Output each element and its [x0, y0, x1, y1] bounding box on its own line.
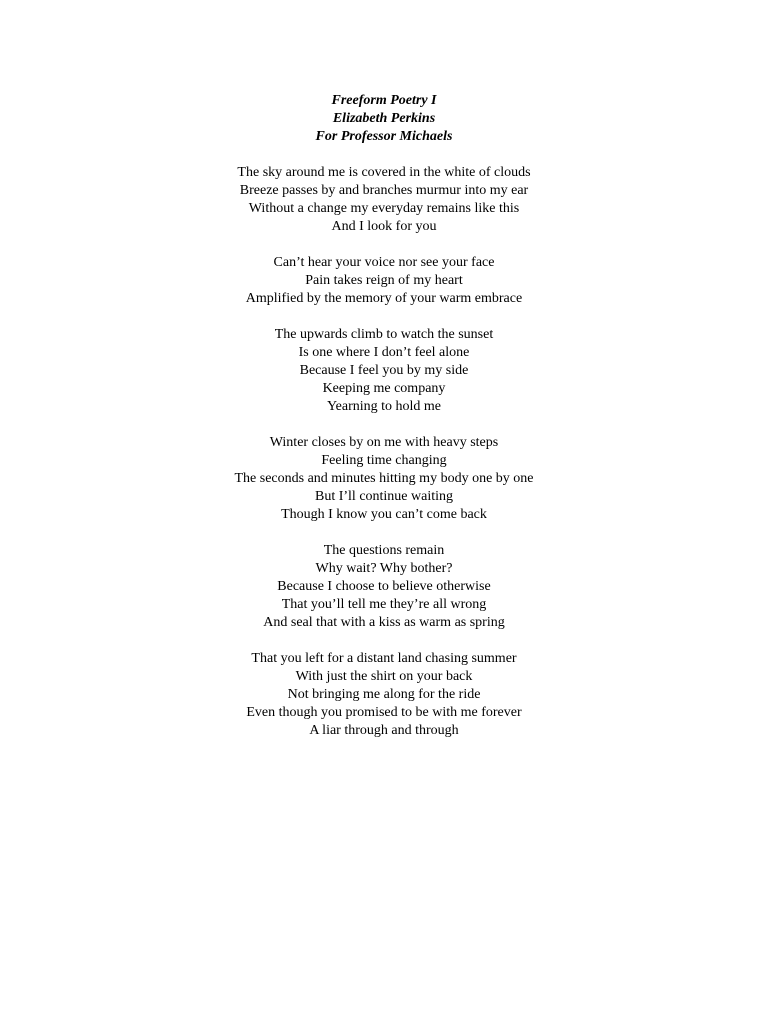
- stanza-3: [0, 326, 768, 416]
- poem-line: Even though you promised to be with me forever: [246, 705, 522, 720]
- poem-line: Keeping me company: [322, 381, 446, 396]
- poem-line: Why wait? Why bother?: [315, 561, 453, 576]
- poem-line: But I’ll continue waiting: [314, 489, 454, 504]
- poem-line: And I look for you: [331, 219, 437, 234]
- stanza-5: [0, 542, 768, 632]
- poem-line: Amplified by the memory of your warm embrace: [245, 291, 523, 306]
- author-name: Elizabeth Perkins: [332, 111, 436, 126]
- dedication: For Professor Michaels: [315, 129, 453, 144]
- poem-header: [0, 92, 768, 146]
- poem-line: Feeling time changing: [321, 453, 447, 468]
- poem-line: Winter closes by on me with heavy steps: [269, 435, 499, 450]
- poem-line: Because I feel you by my side: [299, 363, 469, 378]
- poem-title: Freeform Poetry I: [331, 93, 437, 108]
- poem-line: The seconds and minutes hitting my body one by one: [234, 471, 534, 486]
- poem-line: Is one where I don’t feel alone: [298, 345, 470, 360]
- poem-line: Breeze passes by and branches murmur into my ear: [239, 183, 529, 198]
- poem-line: A liar through and through: [309, 723, 459, 738]
- poem-line: Though I know you can’t come back: [281, 507, 487, 522]
- poem-line: The questions remain: [323, 543, 445, 558]
- poem-line: With just the shirt on your back: [295, 669, 473, 684]
- poem-line: Pain takes reign of my heart: [305, 273, 463, 288]
- stanza-1: [0, 164, 768, 236]
- poem-line: Yearning to hold me: [326, 399, 442, 414]
- poem-line: Can’t hear your voice nor see your face: [273, 255, 495, 270]
- poem-line: The sky around me is covered in the white of clouds: [237, 165, 531, 180]
- poem-line: That you left for a distant land chasing summer: [251, 651, 517, 666]
- stanza-6: [0, 650, 768, 740]
- poem-line: Because I choose to believe otherwise: [277, 579, 491, 594]
- poem-line: Not bringing me along for the ride: [287, 687, 481, 702]
- poem-line: That you’ll tell me they’re all wrong: [281, 597, 487, 612]
- poem-page: [0, 92, 768, 740]
- stanza-2: [0, 254, 768, 308]
- poem-line: And seal that with a kiss as warm as spring: [263, 615, 505, 630]
- poem-line: The upwards climb to watch the sunset: [274, 327, 494, 342]
- stanza-4: [0, 434, 768, 524]
- poem-line: Without a change my everyday remains like this: [248, 201, 520, 216]
